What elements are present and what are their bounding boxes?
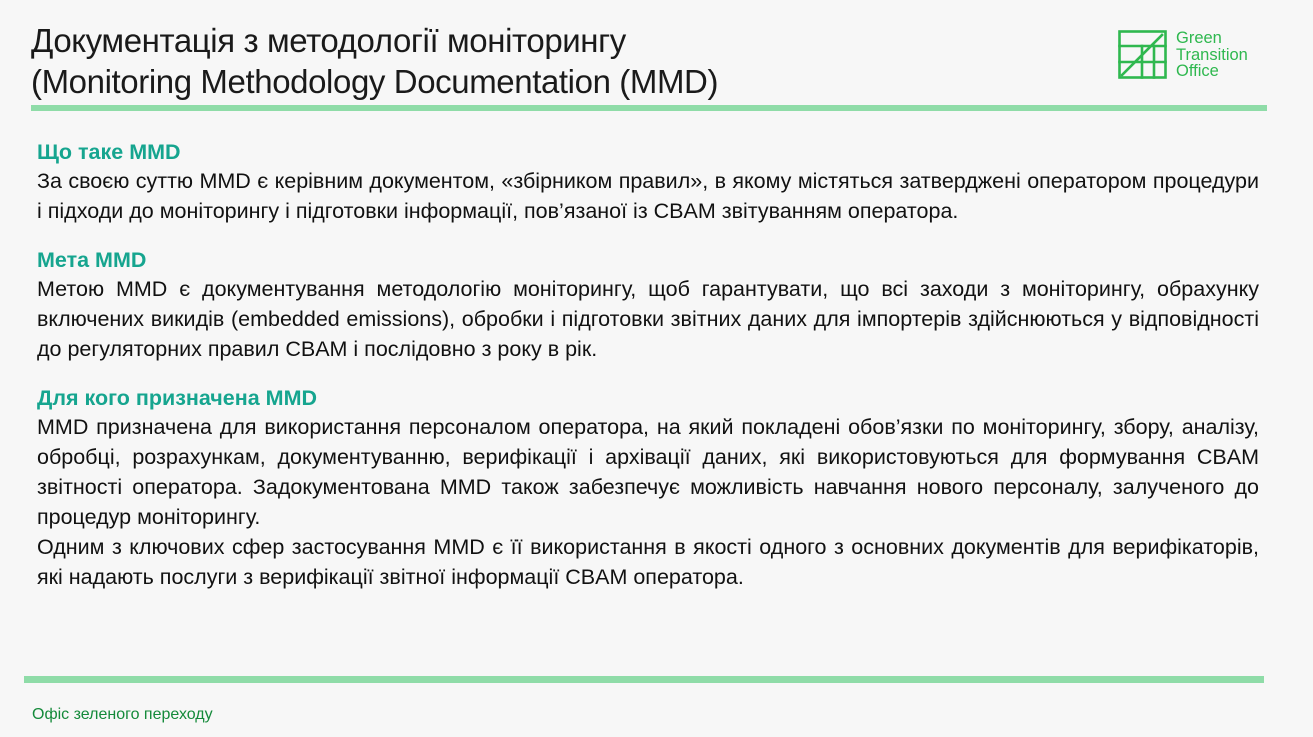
section-paragraph: За своєю суттю MMD є керівним документом, «збірником правил», в якому містяться затверджені оператором процедури і підходи до моніторингу і підготовки інформації, пов’язаної із CBAM звітуванням оператора. bbox=[37, 169, 1259, 223]
page-title bbox=[31, 20, 1091, 102]
section-heading: Що таке MMD bbox=[37, 140, 181, 164]
green-transition-office-logo-icon bbox=[1118, 30, 1167, 79]
section-mmd-purpose bbox=[37, 246, 1259, 364]
section-mmd-audience bbox=[37, 384, 1259, 592]
section-paragraph: Одним з ключових сфер застосування MMD є її використання в якості одного з основних документів для верифікаторів, які надають послуги з верифікації звітної інформації CBAM оператора. bbox=[37, 535, 1259, 589]
page-title-line-2: (Monitoring Methodology Documentation (MMD) bbox=[31, 63, 719, 100]
section-paragraph: MMD призначена для використання персоналом оператора, на який покладені обов’язки по моніторингу, збору, аналізу, обробці, розрахункам, документуванню, верифікації і архівації даних, які використовуються для формування CBAM звітності оператора. Задокументована MMD також забезпечує можливість навчання нового персоналу, залученого до процедур моніторингу. bbox=[37, 415, 1259, 529]
footer-text: Офіс зеленого переходу bbox=[32, 706, 213, 723]
logo-line-3: Office bbox=[1176, 62, 1219, 80]
section-heading: Для кого призначена MMD bbox=[37, 386, 318, 410]
section-heading: Мета MMD bbox=[37, 248, 147, 272]
logo-line-1: Green bbox=[1176, 29, 1222, 47]
section-what-is-mmd bbox=[37, 138, 1259, 226]
main-content bbox=[37, 138, 1259, 612]
page-title-line-1: Документація з методології моніторингу bbox=[31, 22, 626, 59]
logo-line-2: Transition bbox=[1176, 45, 1248, 64]
logo-wordmark bbox=[1176, 30, 1248, 80]
footer-divider bbox=[24, 676, 1264, 683]
header-divider bbox=[31, 105, 1267, 111]
green-transition-office-logo bbox=[1118, 30, 1278, 82]
section-paragraph: Метою MMD є документування методологію моніторингу, щоб гарантувати, що всі заходи з моніторингу, обрахунку включених викидів (embedded emissions), обробки і підготовки звітних даних для імпортерів здійснюються у відповідності до регуляторних правил CBAM і послідовно з року в рік. bbox=[37, 277, 1259, 361]
